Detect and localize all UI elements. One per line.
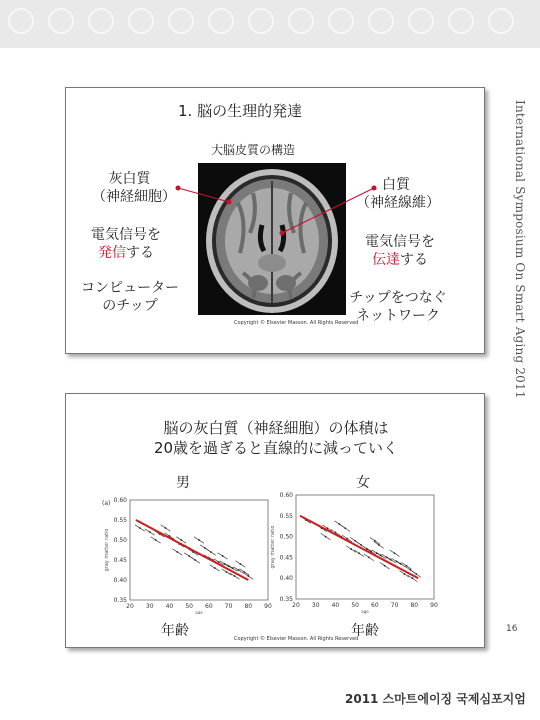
data-point xyxy=(222,555,224,557)
trend-line xyxy=(136,520,248,580)
data-point xyxy=(368,557,370,559)
x-tick-label: 90 xyxy=(264,603,272,610)
data-point xyxy=(226,571,228,573)
plot-frame xyxy=(296,495,434,599)
data-point xyxy=(155,539,157,541)
data-point xyxy=(240,563,242,565)
y-tick-label: 0.55 xyxy=(113,517,127,524)
data-point xyxy=(338,523,340,525)
data-point xyxy=(358,552,360,554)
data-point xyxy=(176,551,178,553)
x-tick-label: 70 xyxy=(390,602,399,609)
female-age-label: 年齢 xyxy=(351,623,379,639)
x-tick-label: 70 xyxy=(224,603,233,610)
data-point xyxy=(380,554,382,556)
y-tick-label: 0.35 xyxy=(279,596,293,603)
x-tick-label: 80 xyxy=(244,603,253,610)
data-point xyxy=(232,567,234,569)
y-tick-label: 0.45 xyxy=(113,557,127,564)
slide1-subtitle: 大脳皮質の構造 xyxy=(211,143,296,157)
y-tick-label: 0.60 xyxy=(113,497,127,504)
y-tick-label: 0.45 xyxy=(279,554,293,562)
gray-matter-signal: 電気信号を 発信する xyxy=(91,227,161,261)
data-point xyxy=(234,575,236,577)
y-tick-label: 0.40 xyxy=(279,575,293,583)
y-tick-label: 0.40 xyxy=(113,577,127,584)
slide2-title: 脳の灰白質（神経細胞）の体積は 20歳を過ぎると直線的に減っていく xyxy=(153,419,399,457)
x-tick-label: 60 xyxy=(205,603,213,610)
panel-label: (a) xyxy=(102,500,111,507)
slide-brain-structure xyxy=(65,87,485,354)
slide2-copyright: Copyright © Elsevier Masson. All Rights Reserved xyxy=(234,636,359,642)
data-point xyxy=(378,544,380,546)
x-tick-label: 50 xyxy=(351,602,359,609)
y-tick-label: 0.50 xyxy=(113,537,127,544)
x-tick-label: 90 xyxy=(430,602,438,609)
x-tick-label: 20 xyxy=(292,602,300,609)
data-point xyxy=(400,563,402,565)
data-point xyxy=(188,555,190,557)
data-point xyxy=(139,527,141,529)
data-point xyxy=(149,531,151,533)
data-point xyxy=(404,573,406,575)
plot-frame xyxy=(130,500,268,600)
data-point xyxy=(394,552,396,554)
data-point xyxy=(411,577,413,579)
footer-symposium-title: 2011 스마트에이징 국제심포지엄 xyxy=(345,692,526,706)
data-point xyxy=(214,567,216,569)
x-tick-label: 20 xyxy=(126,603,134,610)
data-point xyxy=(374,540,376,542)
data-point xyxy=(415,573,417,575)
female-gray-matter-chart xyxy=(268,489,443,614)
data-point xyxy=(344,527,346,529)
white-matter-signal: 電気信号を 伝達する xyxy=(365,234,435,268)
data-point xyxy=(165,527,167,529)
data-point xyxy=(180,539,182,541)
female-label: 女 xyxy=(356,475,370,491)
slide-gray-matter-decline xyxy=(65,393,485,648)
header-pattern-band xyxy=(0,0,540,48)
x-tick-label: 40 xyxy=(331,602,340,609)
data-point xyxy=(325,536,327,538)
symposium-side-title: International Symposium On Smart Aging 2011 xyxy=(513,100,527,399)
y-tick-label: 0.60 xyxy=(279,492,293,499)
y-axis-label: gray matter ratio xyxy=(104,528,110,572)
data-point xyxy=(247,575,249,577)
x-tick-label: 80 xyxy=(410,602,419,609)
data-point xyxy=(384,565,386,567)
x-tick-label: 60 xyxy=(371,602,379,609)
male-age-label: 年齢 xyxy=(161,623,189,639)
white-matter-role: チップをつなぐ ネットワーク xyxy=(349,290,447,324)
data-point xyxy=(360,544,362,546)
x-tick-label: 30 xyxy=(311,602,320,609)
page-number: 16 xyxy=(506,624,518,634)
slide1-title: 1. 脳の生理的発達 xyxy=(178,102,303,120)
data-point xyxy=(198,539,200,541)
x-axis-label: age xyxy=(195,610,203,614)
y-tick-label: 0.35 xyxy=(113,597,127,604)
male-gray-matter-chart xyxy=(88,494,278,614)
slide1-copyright: Copyright © Elsevier Masson. All Rights Reserved xyxy=(234,320,359,326)
data-point xyxy=(218,561,220,563)
x-tick-label: 30 xyxy=(145,603,154,610)
x-tick-label: 40 xyxy=(165,603,174,610)
trend-line xyxy=(300,516,418,578)
data-point xyxy=(204,547,206,549)
male-label: 男 xyxy=(176,475,190,491)
gray-matter-label: 灰白質 （神経細胞） xyxy=(92,171,176,205)
data-point xyxy=(354,540,356,542)
data-point xyxy=(390,559,392,561)
y-axis-label: gray matter ratio xyxy=(270,525,276,569)
data-point xyxy=(350,548,352,550)
x-axis-label: age xyxy=(361,609,369,614)
x-tick-label: 50 xyxy=(185,603,193,610)
data-point xyxy=(194,559,196,561)
white-matter-label: 白質 （神経線維） xyxy=(356,177,440,211)
y-tick-label: 0.55 xyxy=(279,512,293,520)
y-tick-label: 0.50 xyxy=(279,533,293,541)
data-point xyxy=(409,569,411,571)
data-point xyxy=(210,551,212,553)
data-point xyxy=(406,565,408,567)
gray-matter-role: コンピューター のチップ xyxy=(81,280,179,314)
data-point xyxy=(238,569,240,571)
